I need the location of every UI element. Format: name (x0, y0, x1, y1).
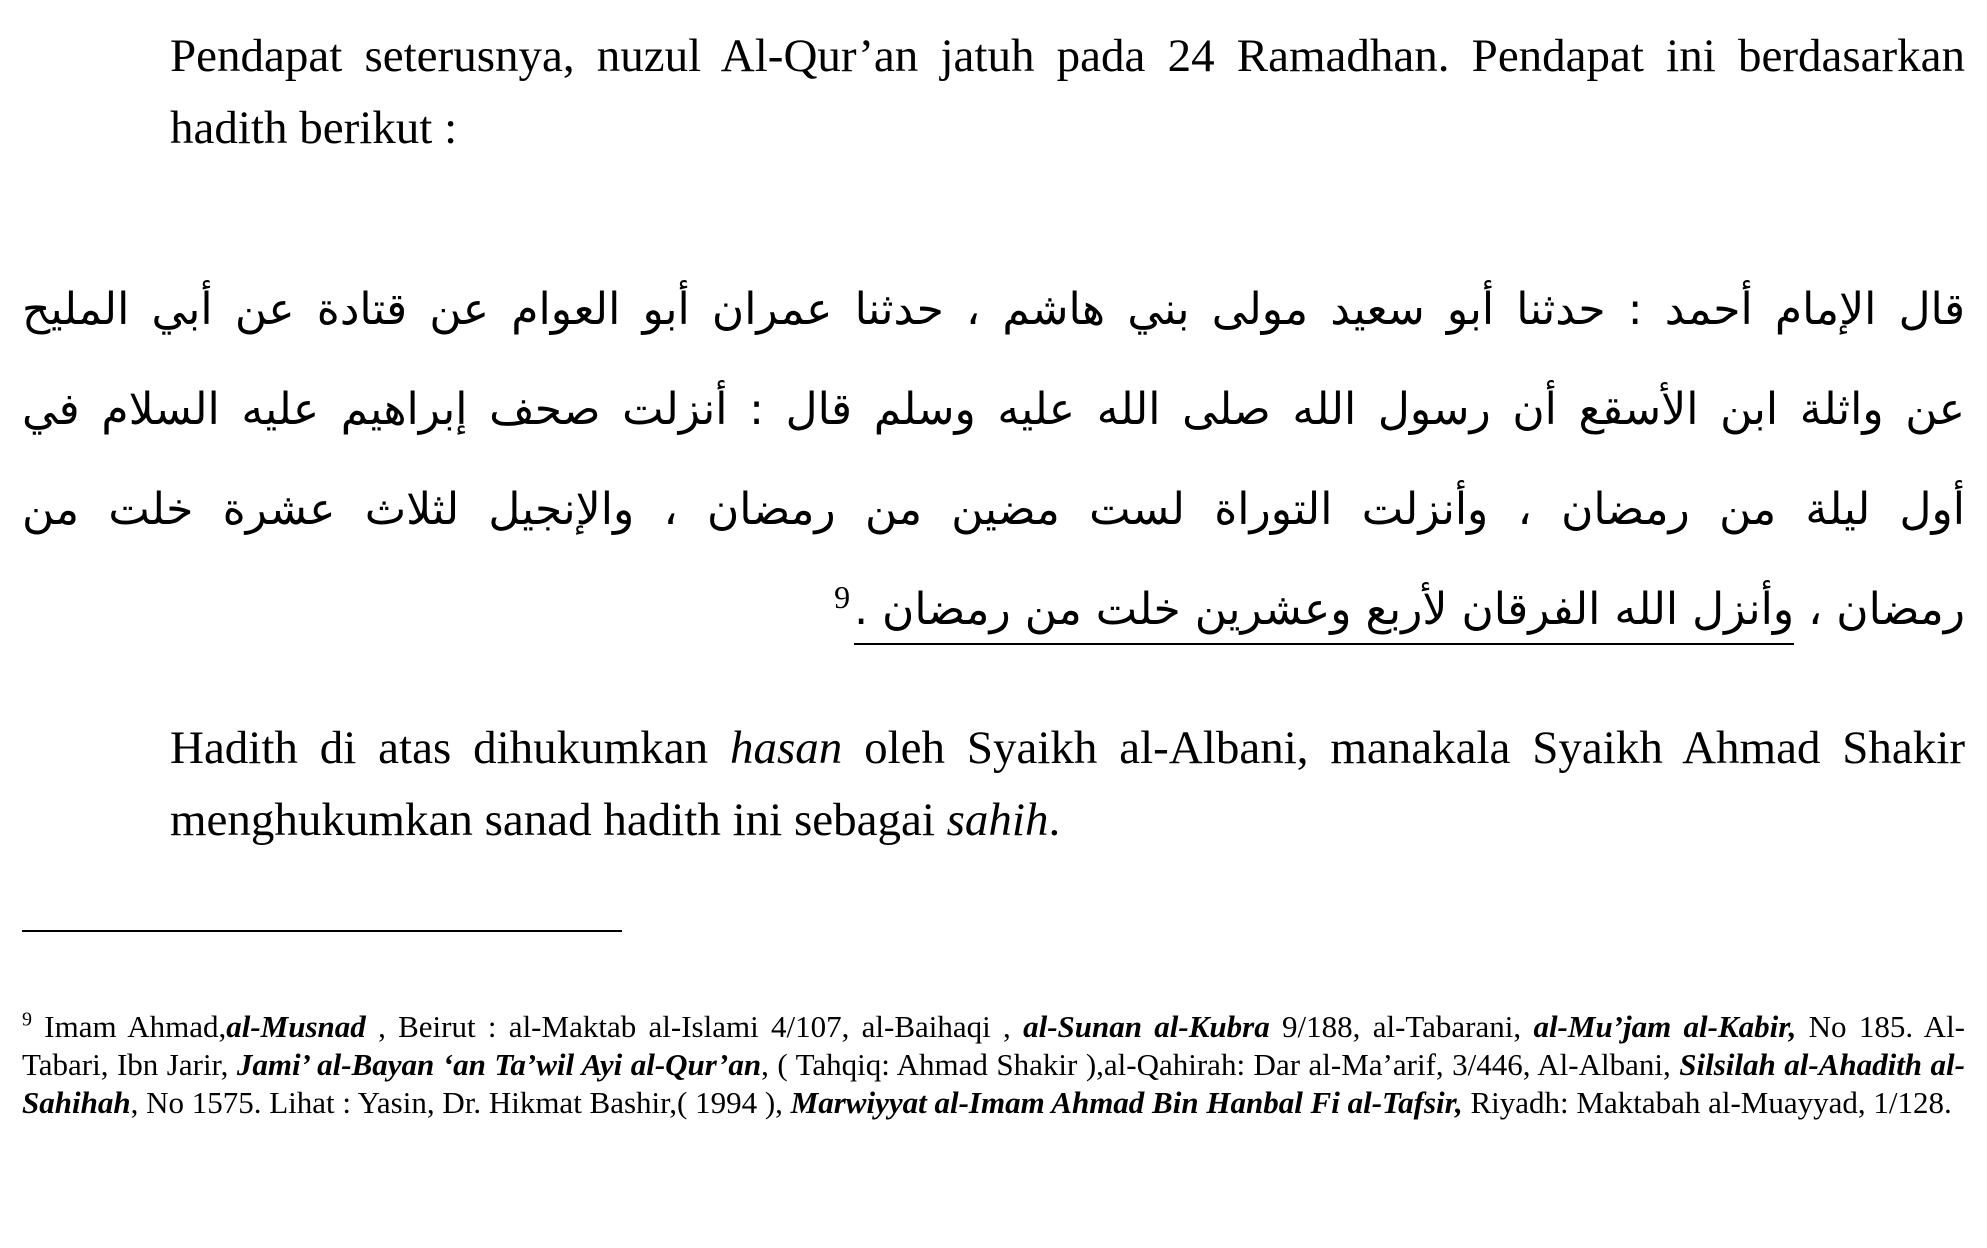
footnote-title-marwiyyat: Marwiyyat al-Imam Ahmad Bin Hanbal Fi al-Tafsir, (790, 1085, 1463, 1120)
footnote-number: 9 (22, 1008, 32, 1031)
footnote-text-7: Riyadh: Maktabah al-Muayyad, 1/128. (1462, 1085, 1952, 1120)
footnote-title-jami: Jami’ al-Bayan ‘an Ta’wil Ayi al-Qur’an (236, 1047, 762, 1082)
conclusion-text-2: oleh Syaikh al-Albani, manakala Syaikh Ahmad Shakir menghukumkan sanad hadith ini sebagai (170, 722, 1966, 846)
hadith-line-4-plain: رمضان ، (1794, 584, 1965, 635)
footnote-text-1: Imam Ahmad, (32, 1009, 227, 1044)
intro-paragraph: Pendapat seterusnya, nuzul Al-Qur’an jatuh pada 24 Ramadhan. Pendapat ini berdasarkan hadith berikut : (170, 30, 1965, 154)
footnote-text-5: , ( Tahqiq: Ahmad Shakir ),al-Qahirah: Dar al-Ma’arif, 3/446, Al-Albani, (761, 1047, 1680, 1082)
conclusion-term-sahih: sahih (946, 794, 1049, 846)
footnote-text-2: , Beirut : al-Maktab al-Islami 4/107, al-Baihaqi , (365, 1009, 1024, 1044)
footnote-reference[interactable]: 9 (834, 579, 851, 616)
hadith-line-1: قال الإمام أحمد : حدثنا أبو سعيد مولى بني هاشم ، حدثنا عمران أبو العوام عن قتادة عن أبي المليح (22, 284, 1965, 335)
footnote-9 (22, 1008, 1965, 1122)
conclusion-text-1: Hadith di atas dihukumkan (170, 722, 730, 774)
footnote-text-6: , No 1575. Lihat : Yasin, Dr. Hikmat Bashir,( 1994 ), (130, 1085, 791, 1120)
hadith-line-4 (22, 560, 1965, 660)
hadith-line-3: أول ليلة من رمضان ، وأنزلت التوراة لست مضين من رمضان ، والإنجيل لثلاث عشرة خلت من (22, 484, 1965, 535)
footnote-title-mujam: al-Mu’jam al-Kabir, (1533, 1009, 1797, 1044)
footnote-text-4: No 185. Al-Tabari, Ibn Jarir, (22, 1009, 1966, 1082)
footnote-title-musnad: al-Musnad (226, 1009, 366, 1044)
footnote-separator (22, 930, 622, 932)
conclusion-paragraph (170, 712, 1965, 856)
conclusion-term-hasan: hasan (729, 722, 843, 774)
conclusion-text-3: . (1048, 794, 1061, 846)
footnote-title-sunan: al-Sunan al-Kubra (1023, 1009, 1270, 1044)
hadith-line-2: عن واثلة ابن الأسقع أن رسول الله صلى الله عليه وسلم قال : أنزلت صحف إبراهيم عليه السلام في (22, 384, 1965, 435)
hadith-arabic-text (22, 260, 1965, 660)
footnote-text-3: 9/188, al-Tabarani, (1269, 1009, 1534, 1044)
footnote-title-silsilah: Silsilah al-Ahadith al-Sahihah (22, 1047, 1965, 1120)
hadith-underlined-phrase: وأنزل الله الفرقان لأربع وعشرين خلت من رمضان . (854, 584, 1794, 645)
